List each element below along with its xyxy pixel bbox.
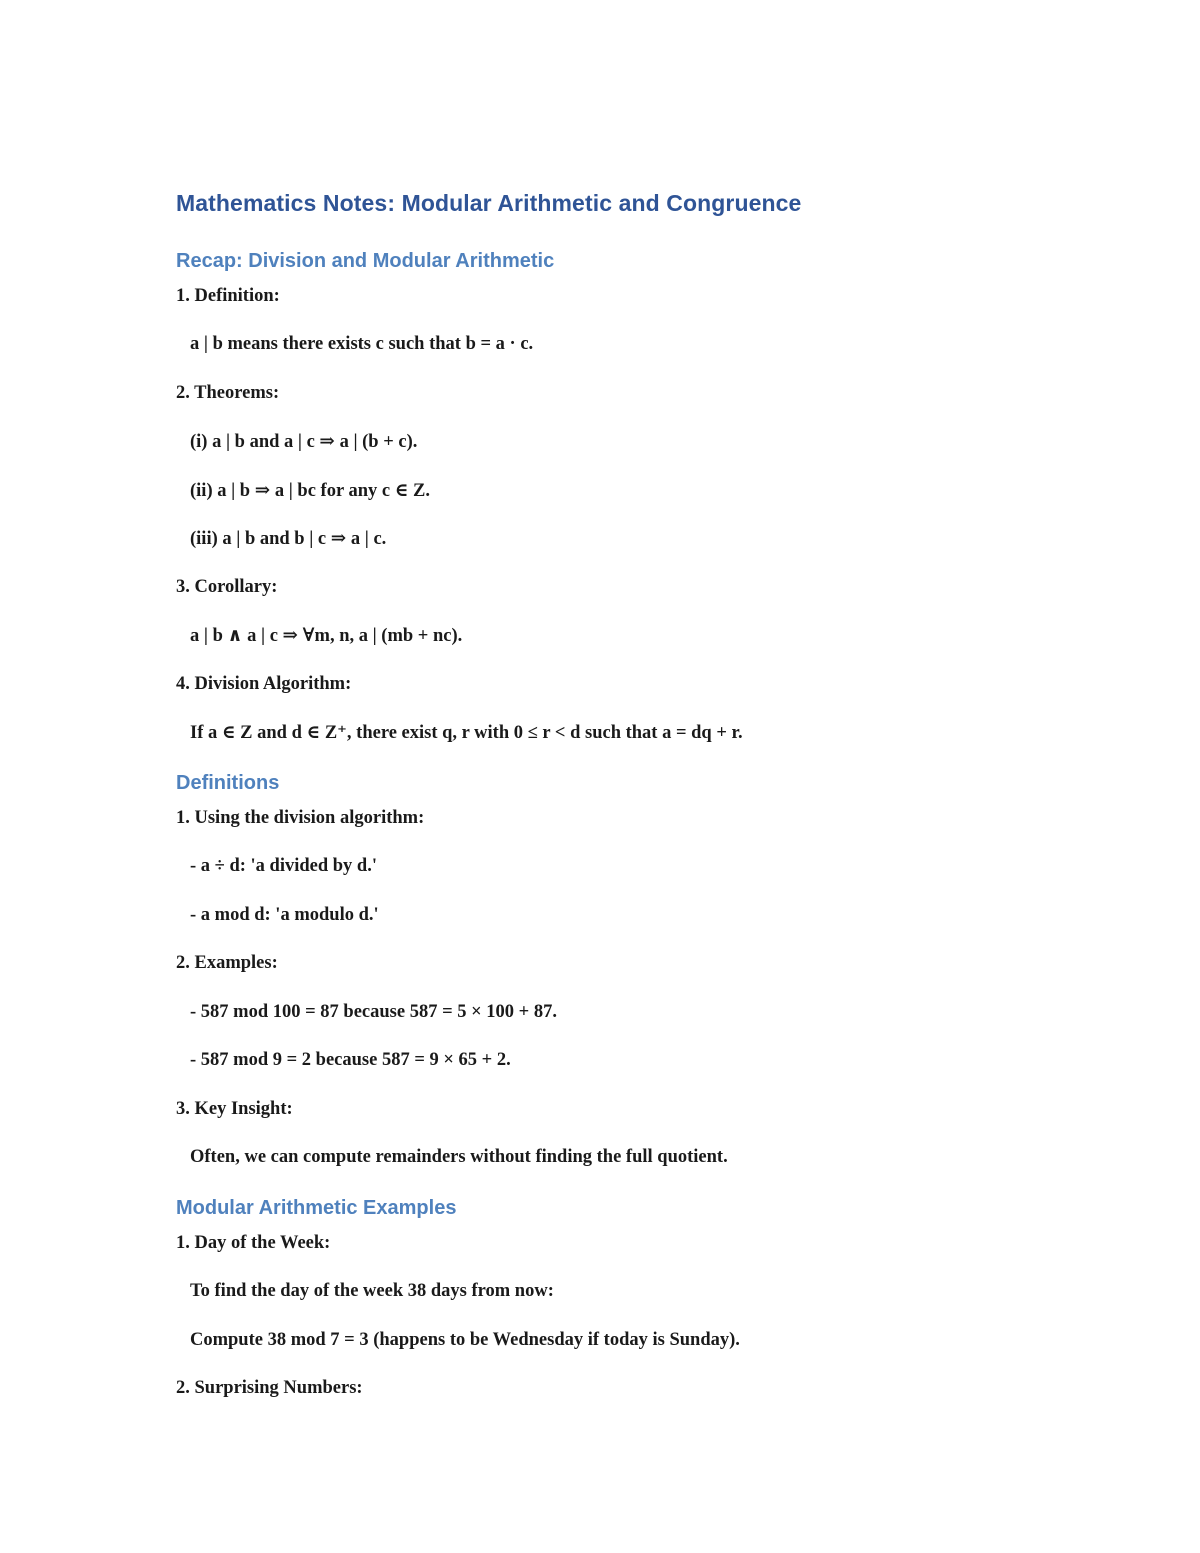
page-title: Mathematics Notes: Modular Arithmetic and Congruence xyxy=(176,190,802,216)
list-item-examples: 2. Examples: xyxy=(176,953,278,973)
corollary-text: a | b ∧ a | c ⇒ ∀m, n, a | (mb + nc). xyxy=(190,626,463,646)
section-heading-recap: Recap: Division and Modular Arithmetic xyxy=(176,250,555,272)
theorem-i: (i) a | b and a | c ⇒ a | (b + c). xyxy=(190,432,418,452)
section-heading-modular-examples: Modular Arithmetic Examples xyxy=(176,1197,457,1219)
example-mod-9: - 587 mod 9 = 2 because 587 = 9 × 65 + 2. xyxy=(190,1050,511,1070)
list-item-using-division-algorithm: 1. Using the division algorithm: xyxy=(176,808,425,828)
key-insight-text: Often, we can compute remainders without finding the full quotient. xyxy=(190,1147,728,1167)
list-item-day-of-week: 1. Day of the Week: xyxy=(176,1233,331,1253)
list-item-surprising-numbers: 2. Surprising Numbers: xyxy=(176,1378,363,1398)
day-of-week-compute: Compute 38 mod 7 = 3 (happens to be Wednesday if today is Sunday). xyxy=(190,1330,740,1350)
example-mod-100: - 587 mod 100 = 87 because 587 = 5 × 100 + 87. xyxy=(190,1002,557,1022)
list-item-key-insight: 3. Key Insight: xyxy=(176,1099,293,1119)
list-item-corollary: 3. Corollary: xyxy=(176,577,278,597)
definition-text: a | b means there exists c such that b = a · c. xyxy=(190,334,534,354)
day-of-week-text: To find the day of the week 38 days from now: xyxy=(190,1281,554,1301)
bullet-divided-by: - a ÷ d: 'a divided by d.' xyxy=(190,856,377,876)
theorem-iii: (iii) a | b and b | c ⇒ a | c. xyxy=(190,529,387,549)
list-item-theorems: 2. Theorems: xyxy=(176,383,280,403)
theorem-ii: (ii) a | b ⇒ a | bc for any c ∈ Z. xyxy=(190,481,430,501)
list-item-definition: 1. Definition: xyxy=(176,286,280,306)
bullet-modulo: - a mod d: 'a modulo d.' xyxy=(190,905,379,925)
list-item-division-algorithm: 4. Division Algorithm: xyxy=(176,674,352,694)
section-heading-definitions: Definitions xyxy=(176,772,280,794)
division-algorithm-text: If a ∈ Z and d ∈ Z⁺, there exist q, r with 0 ≤ r < d such that a = dq + r. xyxy=(190,723,743,743)
